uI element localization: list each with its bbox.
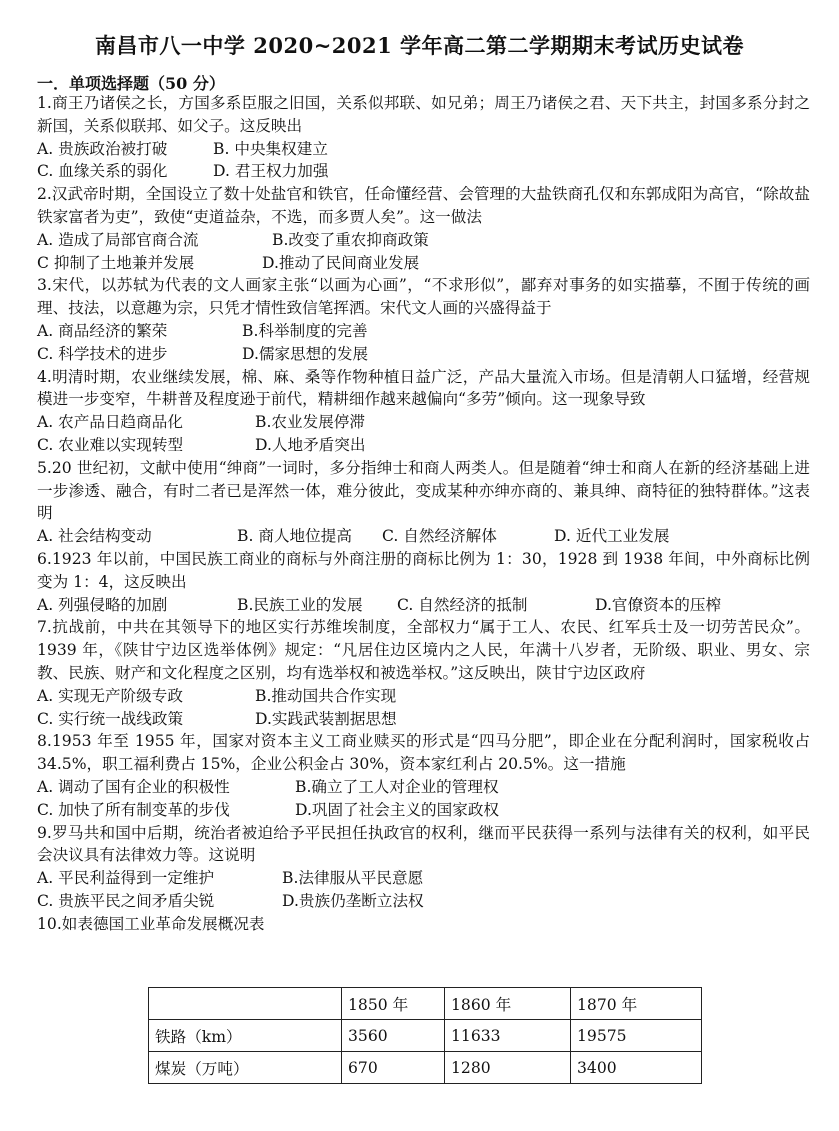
table-cell: 19575 [571,1020,702,1052]
table-row [149,1020,702,1052]
question-3: 3.宋代，以苏轼为代表的文人画家主张“以画为心画”，“不求形似”，鄙弃对事务的如实描摹，不囿于传统的画理、技法，以意趣为宗，只凭才情性致信笔挥洒。宋代文人画的兴盛得益于 [37,276,810,318]
options-row [37,138,810,161]
question-5: 5.20 世纪初，文献中使用“绅商”一词时，多分指绅士和商人两类人。但是随着“绅士和商人在新的经济基础上进一步渗透、融合，有时二者已是浑然一体，难分彼此，变成某种亦绅亦商的、兼具绅、商特征的独特群体。”这表明 [37,458,810,523]
option-d: D.官僚资本的压榨 [595,595,722,614]
question-2: 2.汉武帝时期，全国设立了数十处盐官和铁官，任命懂经营、会管理的大盐铁商孔仅和东郭成阳为高官，“除故盐铁家富者为吏”，致使“吏道益杂，不选，而多贾人矣”。这一做法 [37,185,810,226]
options-row [37,229,810,252]
options-row [37,160,810,183]
option-b: B.法律服从平民意愿 [282,869,424,888]
table-cell: 3560 [342,1020,445,1052]
question-list [37,92,810,935]
options-row [37,890,810,913]
question-8: 8.1953 年至 1955 年，国家对资本主义工商业赎买的形式是“四马分肥”，即企业在分配利润时，国家税收占 34.5%，职工福利费占 15%，企业公积金占 30%，资本家红利占 20.5%。这一措施 [37,732,810,774]
option-d: D. 君王权力加强 [213,162,329,181]
option-b: B.科举制度的完善 [242,321,368,340]
options-row [37,411,810,434]
option-b: B.农业发展停滞 [255,413,365,432]
options-row [37,867,810,890]
options-row [37,252,810,275]
option-a: A. 平民利益得到一定维护 [37,869,215,888]
option-a: A. 贵族政治被打破 [37,139,168,158]
option-b: B.民族工业的发展 [237,595,363,614]
exam-title: 南昌市八一中学 2020~2021 学年高二第二学期期末考试历史试卷 [94,33,745,58]
question-9: 9.罗马共和国中后期，统治者被迫给予平民担任执政官的权利，继而平民获得一系列与法律有关的权利，如平民会决议具有法律效力等。这说明 [37,823,810,865]
option-c: C. 农业难以实现转型 [37,435,184,454]
option-b: B. 中央集权建立 [213,139,328,158]
option-a: A. 社会结构变动 [37,527,152,546]
options-row [37,776,810,799]
options-row [37,343,810,366]
options-row [37,799,810,822]
option-c: C. 加快了所有制变革的步伐 [37,800,230,819]
table-header-cell: 1850 年 [342,988,445,1020]
option-a: A. 列强侵略的加剧 [37,595,168,614]
option-c: C. 血缘关系的弱化 [37,162,168,181]
options-row [37,685,810,708]
option-c: C. 科学技术的进步 [37,344,168,363]
table-header-cell [149,988,342,1020]
option-c: C. 贵族平民之间矛盾尖锐 [37,891,215,910]
option-a: A. 商品经济的繁荣 [37,321,168,340]
options-row [37,525,810,548]
question-4: 4.明清时期，农业继续发展，棉、麻、桑等作物种植日益广泛，产品大量流入市场。但是清朝人口猛增，经营规模进一步变窄，牛耕普及程度逊于前代，精耕细作越来越偏向“多劳”倾向。这一现象导致 [37,367,810,409]
table-cell: 1280 [445,1052,571,1084]
table-header-row [149,988,702,1020]
options-row [37,708,810,731]
question-10: 10.如表德国工业革命发展概况表 [37,914,265,933]
table-cell: 铁路（km） [149,1020,342,1052]
table-header-cell: 1860 年 [445,988,571,1020]
industry-table [148,987,702,1084]
section-heading: 一．单项选择题（50 分） [37,74,225,93]
option-b: B. 商人地位提高 [237,527,352,546]
table-header-cell: 1870 年 [571,988,702,1020]
table-cell: 11633 [445,1020,571,1052]
option-d: D.人地矛盾突出 [255,435,366,454]
table-cell: 3400 [571,1052,702,1084]
options-row [37,320,810,343]
option-c: C 抑制了土地兼并发展 [37,253,195,272]
option-b: B.改变了重农抑商政策 [272,230,429,249]
option-d: D.贵族仍垄断立法权 [282,891,424,910]
question-7: 7.抗战前，中共在其领导下的地区实行苏维埃制度，全部权力“属于工人、农民、红军兵士及一切劳苦民众”。1939 年，《陕甘宁边区选举体例》规定：“凡居住边区境内之人民，年满十八岁者，无阶级、职业、男女、宗教、民族、财产和文化程度之区别，均有选举权和被选举权。”这反映出，陕甘宁边区政府 [37,618,810,682]
option-b: B.确立了工人对企业的管理权 [295,777,499,796]
option-a: A. 实现无产阶级专政 [37,686,183,705]
question-1: 1.商王乃诸侯之长，方国多系臣服之旧国，关系似邦联、如兄弟；周王乃诸侯之君、天下共主，封国多系分封之新国，关系似联邦、如父子。这反映出 [37,94,810,135]
option-a: A. 调动了国有企业的积极性 [37,777,230,796]
table-cell: 670 [342,1052,445,1084]
option-d: D.推动了民间商业发展 [262,253,420,272]
option-a: A. 造成了局部官商合流 [37,230,199,249]
options-row [37,594,810,617]
options-row [37,434,810,457]
option-d: D. 近代工业发展 [554,527,670,546]
table-cell: 煤炭（万吨） [149,1052,342,1084]
option-b: B.推动国共合作实现 [255,686,397,705]
option-d: D.实践武装割据思想 [255,709,397,728]
option-d: D.巩固了社会主义的国家政权 [295,800,500,819]
question-6: 6.1923 年以前，中国民族工商业的商标与外商注册的商标比例为 1：30，1928 到 1938 年间，中外商标比例变为 1：4，这反映出 [37,549,810,591]
option-c: C. 自然经济解体 [382,527,497,546]
option-c: C. 自然经济的抵制 [397,595,528,614]
table-row [149,1052,702,1084]
option-d: D.儒家思想的发展 [242,344,369,363]
option-a: A. 农产品日趋商品化 [37,413,183,432]
option-c: C. 实行统一战线政策 [37,709,184,728]
